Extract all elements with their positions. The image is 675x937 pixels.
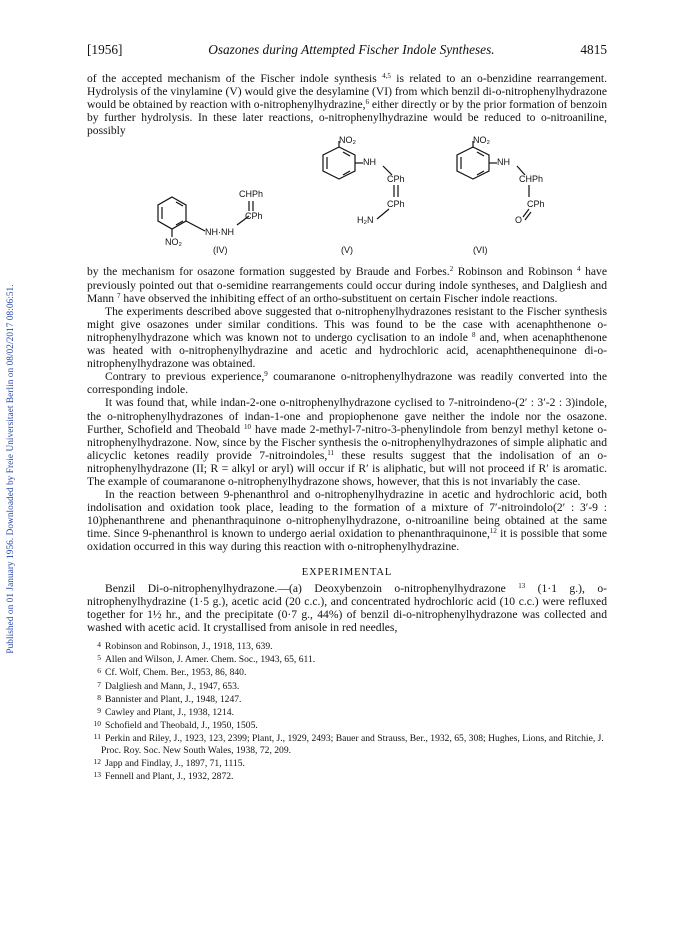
reference-number: 6 — [97, 666, 101, 676]
header-year: [1956] — [87, 42, 123, 57]
sidebar-note: Published on 01 January 1956. Downloaded by Freie Universitaet Berlin on 08/02/2017 08:06:51. — [6, 283, 16, 654]
reference-text: Schofield and Theobald, J., 1950, 1505. — [105, 720, 258, 732]
reference-number: 5 — [97, 653, 101, 663]
reference-marker: 7 — [116, 291, 121, 300]
label-cph-vi: CPh — [527, 199, 545, 210]
download-watermark — [0, 0, 22, 937]
paragraph-2: by the mechanism for osazone formation suggested by Braude and Forbes.$^2$ Robinson and Robinson $^4$ have previously pointed out that o-semidine rearrangements could occur during indole syntheses, and Dalgliesh and Mann $^7$ have observed the inhibiting effect of an ortho-substituent on certain Fischer indole reactions. — [87, 265, 607, 305]
reference-marker: 8 — [471, 330, 476, 339]
label-nh-v: NH — [363, 157, 376, 168]
paragraph-6: In the reaction between 9-phenanthrol and o-nitrophenylhydrazine in acetic and hydrochloric acid, both indolisation and oxidation took place, leading to the formation of a mixture of 7′-nitroindolo(2′ : 3′-9 : 10)phenanthrene and phenanthraquinone o-nitrophenylhydrazone, o-nitroaniline being obtained at the same time. Since 9-phenanthrol is known to undergo aerial oxidation to phenanthraquinone,$^{12}$ it is possible that some oxidation occurred in this way during this reaction with o-nitrophenylhydrazine. — [87, 488, 607, 554]
label-nhnh-iv: NH·NH — [205, 227, 234, 238]
reference-text: Dalgliesh and Mann, J., 1947, 653. — [105, 680, 240, 692]
label-no2-vi: NO₂ — [473, 135, 490, 146]
reference-item — [87, 769, 607, 782]
benzene-ring-vi — [457, 147, 489, 179]
label-cph-v-top: CPh — [387, 174, 405, 185]
reference-marker: 12 — [489, 527, 497, 536]
header-title: Osazones during Attempted Fischer Indole Syntheses. — [208, 42, 495, 57]
reference-marker: 4,5 — [382, 72, 391, 80]
reference-item — [87, 692, 607, 705]
reference-text: Cf. Wolf, Chem. Ber., 1953, 86, 840. — [105, 667, 247, 679]
label-nh-vi: NH — [497, 157, 510, 168]
label-no2-v: NO₂ — [339, 135, 356, 146]
paragraph-1: of the accepted mechanism of the Fischer indole synthesis $^{4,5}$ is related to an o-benzidine rearrangement. Hydrolysis of the vinylamine (V) would give the desylamine (VI) from which benzil di-o-nitrophenylhydrazone would be obtained by reaction with o-nitrophenylhydrazine,$^6$ either directly or by the prior formation of benzoin by further hydrolysis. In these later reactions, o-nitrophenylhydrazine would be reduced to o-nitroaniline, possibly — [87, 72, 608, 138]
reference-marker: 13 — [518, 581, 526, 590]
benzene-ring-v — [323, 147, 355, 179]
label-h2n-v: H₂N — [357, 215, 374, 226]
paragraph-7: Benzil Di-o-nitrophenylhydrazone.—(a) Deoxybenzoin o-nitrophenylhydrazone $^{13}$ (1·1 g.), o-nitrophenylhydrazine (1·5 g.), acetic acid (20 c.c.), and concentrated hydrochloric acid (10 c.c.) were refluxed together for 1½ hr., and the precipitate (0·7 g., 44%) of benzil di-o-nitrophenylhydrazone was collected and washed with acetic acid. It crystallised from anisole in red needles, — [87, 581, 607, 634]
reference-text: Japp and Findlay, J., 1897, 71, 1115. — [105, 757, 245, 769]
header-page-number: 4815 — [580, 42, 607, 57]
reference-item — [87, 665, 607, 678]
reference-item — [87, 756, 607, 769]
reference-marker: 11 — [327, 448, 335, 457]
label-no2-iv: NO₂ — [165, 237, 182, 248]
reference-number: 9 — [97, 705, 101, 715]
experimental-heading: EXPERIMENTAL — [301, 566, 393, 578]
reference-marker: 4 — [577, 265, 581, 274]
reference-item — [87, 705, 607, 718]
reference-item — [87, 639, 607, 652]
article-page — [87, 42, 607, 782]
label-o-vi: O — [515, 215, 523, 226]
reference-text: Robinson and Robinson, J., 1918, 113, 639. — [105, 640, 273, 652]
reference-marker: 6 — [365, 98, 370, 107]
reference-number: 13 — [93, 769, 101, 779]
reference-number: 4 — [97, 639, 101, 649]
reference-marker: 2 — [449, 265, 454, 274]
label-chph-iv: CHPh — [239, 189, 264, 200]
reference-text: Fennell and Plant, J., 1932, 2872. — [105, 770, 234, 782]
paragraph-5: It was found that, while indan-2-one o-nitrophenylhydrazone cyclised to 7-nitroindeno-(2′ : 3′-2 : 3)indole, the o-nitrophenylhydrazones of indan-1-one and propiophenone gave neither the indole nor the osazone. Further, Schofield and Theobald $^{10}$ have made 2-methyl-7-nitro-3-phenylindole from benzyl methyl ketone o-nitrophenylhydrazone. Now, since by the Fischer synthesis the o-nitrophenylhydrazones of simple aliphatic and alicyclic ketones readily provide 7-nitroindoles,$^{11}$ these results suggest that the indolisation of an o-nitrophenylhydrazone (II; R = alkyl or aryl) will occur if R′ is aliphatic, but will not proceed if R′ is aromatic. The example of coumaranone o-nitrophenylhydrazone shows, however, that this is not invariably the case. — [87, 396, 608, 488]
caption-vi: (VI) — [473, 245, 488, 256]
reference-text: Allen and Wilson, J. Amer. Chem. Soc., 1943, 65, 611. — [105, 654, 316, 666]
reference-number: 8 — [97, 692, 101, 702]
label-cph-v-bottom: CPh — [387, 199, 405, 210]
reference-text: Cawley and Plant, J., 1938, 1214. — [105, 706, 234, 718]
reference-text: Bannister and Plant, J., 1948, 1247. — [105, 693, 242, 705]
label-chph-vi: CHPh — [519, 174, 544, 185]
caption-iv: (IV) — [213, 245, 228, 256]
reference-item — [87, 652, 607, 665]
running-header — [87, 42, 607, 58]
caption-v: (V) — [341, 245, 353, 256]
reference-text: Perkin and Riley, J., 1923, 123, 2399; Plant, J., 1929, 2493; Bauer and Strauss, Ber., 1932, 65, 308; Hughes, Lions, and Ritchie, J. Proc. Roy. Soc. New South Wales, 1938, 72, 209. — [101, 733, 604, 756]
reference-number: 11 — [93, 732, 101, 742]
reference-item — [87, 679, 607, 692]
reference-number: 12 — [93, 756, 101, 766]
structure-figure — [87, 135, 607, 259]
paragraph-4: Contrary to previous experience,$^9$ coumaranone o-nitrophenylhydrazone was readily converted into the corresponding indole. — [87, 370, 607, 397]
reference-item — [87, 718, 607, 731]
label-cph-iv: CPh — [245, 211, 263, 222]
reference-marker: 9 — [264, 370, 268, 379]
reference-item — [87, 731, 607, 755]
paragraph-3: The experiments described above suggested that o-nitrophenylhydrazones resistant to the Fischer synthesis might give osazones under similar conditions. This was found to be the case with acenaphthenone o-nitrophenylhydrazone which was known not to undergo cyclisation to an indole $^8$ and, when acenaphthenone was heated with o-nitrophenylhydrazine and acetic and hydrochloric acid, acenaphthenequinone di-o-nitrophenylhydrazone was obtained. — [87, 304, 607, 371]
reference-number: 10 — [93, 719, 101, 729]
reference-marker: 10 — [244, 422, 252, 431]
footnote-references — [87, 639, 607, 782]
reference-number: 7 — [97, 679, 101, 689]
